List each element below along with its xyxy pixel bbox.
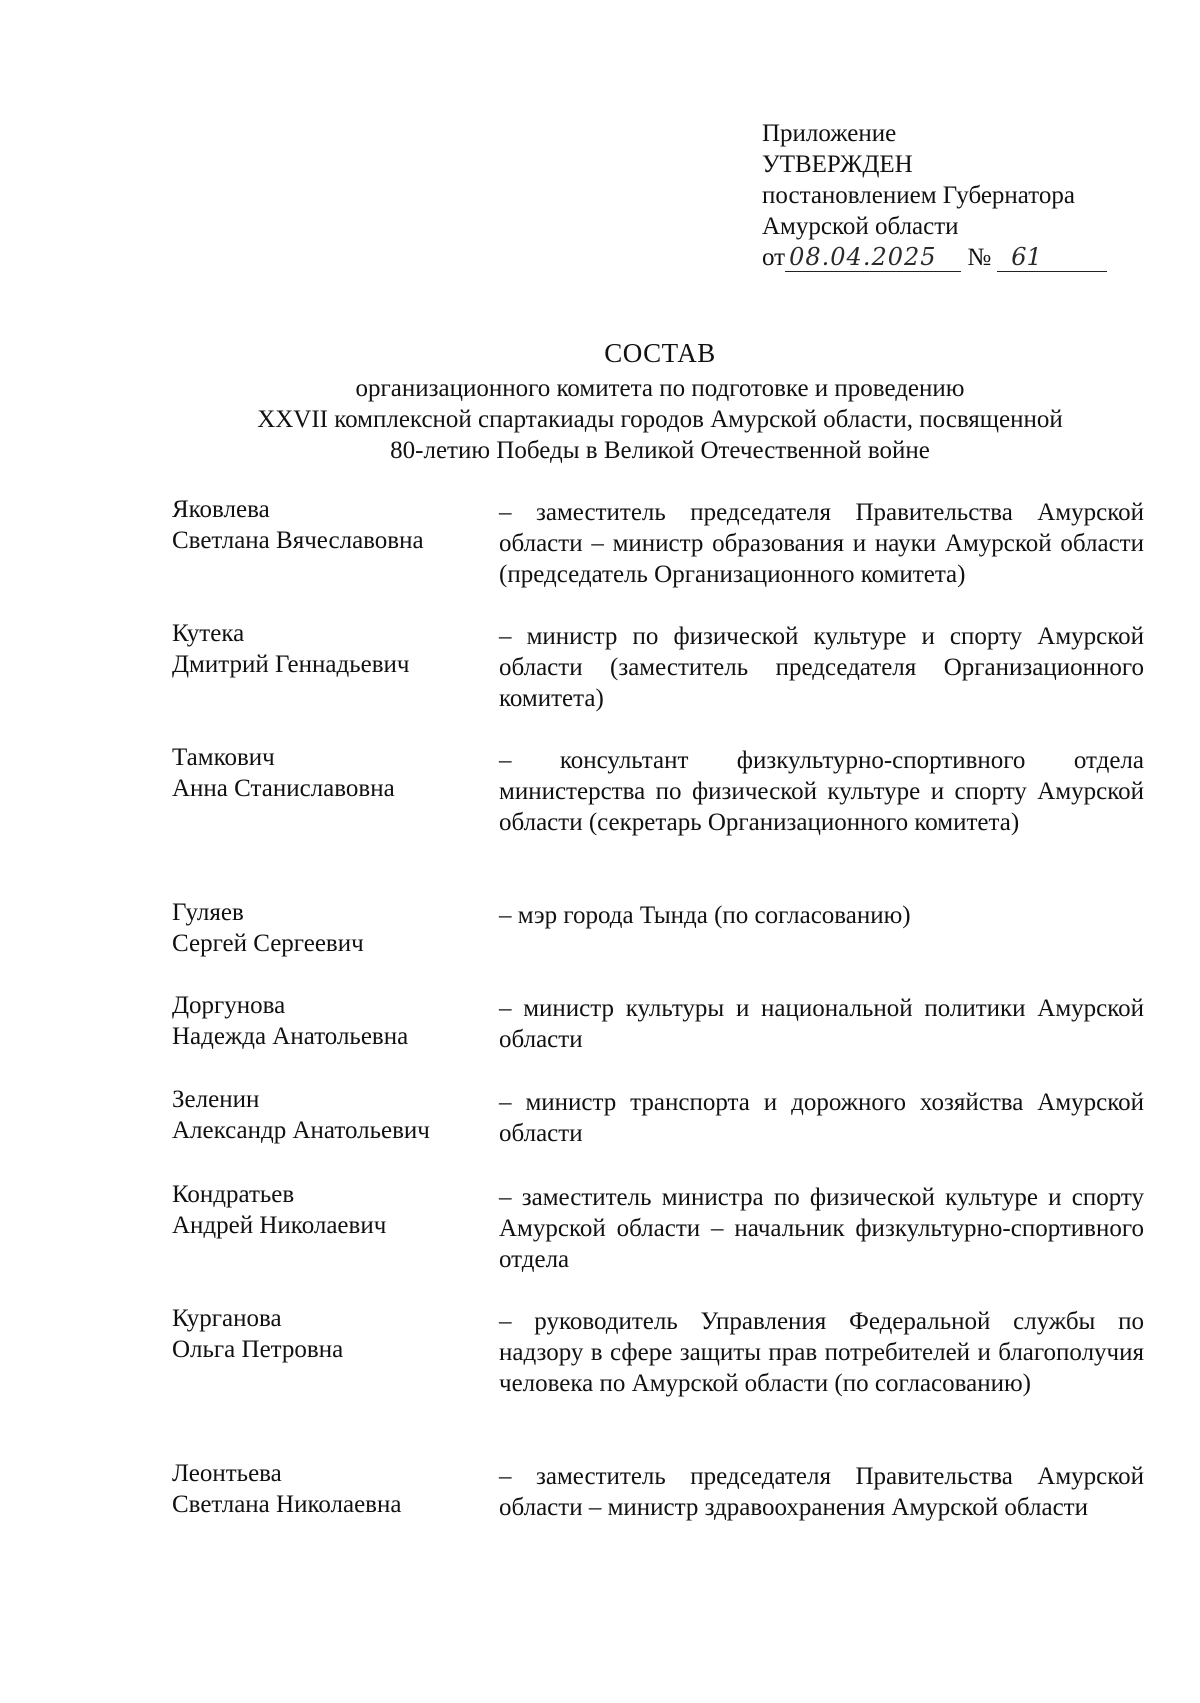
- title-line-3: 80-летию Победы в Великой Отечественной войне: [390, 437, 930, 464]
- member-role: – руководитель Управления Федеральной службы по надзору в сфере защиты прав потребителей и благополучия человека по Амурской области (по согласованию): [499, 1308, 1144, 1397]
- member-surname: Леонтьева: [172, 1460, 282, 1487]
- member-given-names: Александр Анатольевич: [172, 1117, 430, 1144]
- member-name: [172, 1303, 472, 1365]
- member-surname: Гуляев: [172, 899, 244, 926]
- title-line-1: организационного комитета по подготовке и проведению: [355, 375, 965, 402]
- approval-date-line: [762, 242, 1162, 273]
- member-surname: Доргунова: [172, 992, 286, 1019]
- member-surname: Курганова: [172, 1305, 282, 1332]
- member-name: [172, 742, 472, 804]
- member-name: [172, 618, 472, 680]
- title-line-2: XXVII комплексной спартакиады городов Амурской области, посвященной: [257, 406, 1063, 433]
- member-role: – заместитель председателя Правительства Амурской области – министр образования и науки Амурской области (председатель Организационного комитета): [499, 499, 1144, 588]
- member-name: [172, 1458, 472, 1520]
- member-role: – заместитель председателя Правительства Амурской области – министр здравоохранения Амурской области: [499, 1463, 1144, 1521]
- member-given-names: Сергей Сергеевич: [172, 930, 364, 957]
- member-role: – министр транспорта и дорожного хозяйства Амурской области: [499, 1089, 1144, 1147]
- member-given-names: Дмитрий Геннадьевич: [172, 651, 410, 678]
- document-title: [120, 336, 1200, 466]
- member-given-names: Светлана Николаевна: [172, 1491, 402, 1518]
- member-surname: Зеленин: [172, 1086, 260, 1113]
- member-given-names: Светлана Вячеславовна: [172, 527, 424, 554]
- member-name: [172, 990, 472, 1052]
- member-surname: Кутека: [172, 620, 245, 647]
- member-surname: Тамкович: [172, 744, 275, 771]
- member-given-names: Надежда Анатольевна: [172, 1023, 409, 1050]
- member-given-names: Андрей Николаевич: [172, 1212, 387, 1239]
- number-sign: №: [967, 244, 992, 271]
- member-name: [172, 494, 472, 556]
- member-surname: Кондратьев: [172, 1181, 295, 1208]
- member-name: [172, 1179, 472, 1241]
- approval-approved-label: УТВЕРЖДЕН: [762, 151, 913, 178]
- handwritten-number: 61: [997, 243, 1107, 272]
- member-name: [172, 897, 472, 959]
- member-role: – мэр города Тында (по согласованию): [499, 902, 911, 929]
- member-role: – консультант физкультурно-спортивного отдела министерства по физической культуре и спорту Амурской области (секретарь Организационного комитета): [499, 747, 1144, 836]
- member-role: – заместитель министра по физической культуре и спорту Амурской области – начальник физкультурно-спортивного отдела: [499, 1184, 1144, 1273]
- member-given-names: Ольга Петровна: [172, 1336, 344, 1363]
- approval-decree-label: постановлением Губернатора: [762, 182, 1075, 209]
- member-name: [172, 1084, 472, 1146]
- member-role: – министр по физической культуре и спорту Амурской области (заместитель председателя Организационного комитета): [499, 623, 1144, 712]
- member-surname: Яковлева: [172, 496, 270, 523]
- approval-block: [762, 118, 1162, 273]
- approval-region-label: Амурской области: [762, 213, 959, 240]
- approval-appendix-label: Приложение: [762, 120, 897, 147]
- member-given-names: Анна Станиславовна: [172, 775, 395, 802]
- handwritten-date: 08.04.2025: [785, 243, 961, 272]
- member-role: – министр культуры и национальной политики Амурской области: [499, 995, 1144, 1053]
- title-heading: СОСТАВ: [604, 338, 716, 368]
- date-prefix: от: [762, 244, 786, 271]
